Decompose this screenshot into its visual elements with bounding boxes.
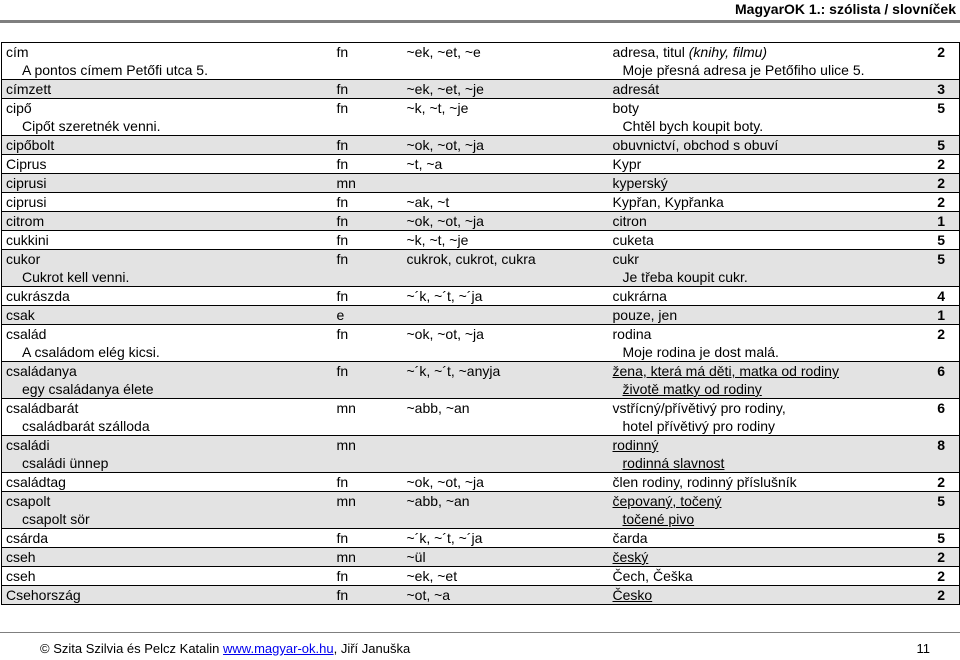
part-of-speech: fn: [336, 213, 349, 229]
word-cell: [2, 567, 333, 586]
forms-cell: [403, 492, 609, 529]
level-cell: [925, 43, 960, 80]
table-row: [2, 155, 960, 174]
lesson-level: 6: [937, 363, 945, 379]
footer-separator: ,: [333, 641, 338, 656]
forms-cell: [403, 231, 609, 250]
pos-cell: [333, 325, 403, 362]
forms-cell: [403, 362, 609, 399]
grammatical-forms: ~ek, ~et, ~e: [406, 44, 481, 60]
translation: citron: [612, 213, 647, 229]
table-row: [2, 212, 960, 231]
level-cell: [925, 529, 960, 548]
forms-cell: [403, 529, 609, 548]
grammatical-forms: ~´k, ~´t, ~anyja: [406, 363, 501, 379]
part-of-speech: fn: [336, 232, 349, 248]
pos-cell: [333, 492, 403, 529]
part-of-speech: fn: [336, 568, 349, 584]
word-cell: [2, 287, 333, 306]
level-cell: [925, 80, 960, 99]
example-czech: Chtěl bych koupit boty.: [622, 118, 764, 134]
translation-cell: [609, 80, 925, 99]
translation-cell: [609, 436, 925, 473]
header-rule: [0, 20, 960, 23]
example-hungarian: Cipőt szeretnék venni.: [22, 118, 161, 134]
example-czech: Moje rodina je dost malá.: [622, 344, 779, 360]
pos-cell: [333, 193, 403, 212]
part-of-speech: fn: [336, 530, 349, 546]
translation: boty: [612, 100, 639, 116]
headword: cukkini: [6, 232, 49, 248]
part-of-speech: fn: [336, 288, 349, 304]
pos-cell: [333, 250, 403, 287]
headword: cukrászda: [6, 288, 70, 304]
forms-cell: [403, 548, 609, 567]
headword: citrom: [6, 213, 45, 229]
word-cell: [2, 99, 333, 136]
level-cell: [925, 250, 960, 287]
footer-coauthor: Jiří Januška: [340, 641, 411, 656]
lesson-level: 5: [937, 530, 945, 546]
word-cell: [2, 212, 333, 231]
lesson-level: 2: [937, 549, 945, 565]
pos-cell: [333, 473, 403, 492]
grammatical-forms: ~t, ~a: [406, 156, 443, 172]
forms-cell: [403, 155, 609, 174]
translation-cell: [609, 529, 925, 548]
level-cell: [925, 325, 960, 362]
headword: család: [6, 326, 47, 342]
forms-cell: [403, 399, 609, 436]
word-cell: [2, 306, 333, 325]
level-cell: [925, 306, 960, 325]
word-cell: [2, 436, 333, 473]
level-cell: [925, 136, 960, 155]
lesson-level: 5: [937, 251, 945, 267]
table-row: [2, 548, 960, 567]
lesson-level: 2: [937, 175, 945, 191]
headword: címzett: [6, 81, 52, 97]
table-row: [2, 436, 960, 473]
part-of-speech: fn: [336, 251, 349, 267]
example-hungarian: családbarát szálloda: [22, 418, 150, 434]
translation: adresa, titul (knihy, filmu): [612, 44, 768, 60]
example-hungarian: egy családanya élete: [22, 381, 154, 397]
word-cell: [2, 43, 333, 80]
translation: pouze, jen: [612, 307, 678, 323]
table-row: [2, 136, 960, 155]
translation: adresát: [612, 81, 660, 97]
grammatical-forms: ~ek, ~et, ~je: [406, 81, 484, 97]
translation-cell: [609, 306, 925, 325]
pos-cell: [333, 99, 403, 136]
grammatical-forms: ~ot, ~a: [406, 587, 451, 603]
grammatical-forms: ~ül: [406, 549, 426, 565]
translation-cell: [609, 586, 925, 605]
word-cell: [2, 325, 333, 362]
headword: cukor: [6, 251, 41, 267]
translation: Kypřan, Kypřanka: [612, 194, 724, 210]
word-cell: [2, 155, 333, 174]
lesson-level: 2: [937, 474, 945, 490]
headword: ciprusi: [6, 175, 47, 191]
translation: kyperský: [612, 175, 668, 191]
level-cell: [925, 548, 960, 567]
lesson-level: 1: [937, 213, 945, 229]
pos-cell: [333, 155, 403, 174]
word-cell: [2, 250, 333, 287]
table-row: [2, 43, 960, 80]
grammatical-forms: ~ok, ~ot, ~ja: [406, 474, 484, 490]
pos-cell: [333, 212, 403, 231]
forms-cell: [403, 306, 609, 325]
forms-cell: [403, 567, 609, 586]
forms-cell: [403, 99, 609, 136]
lesson-level: 5: [937, 232, 945, 248]
grammatical-forms: ~´k, ~´t, ~´ja: [406, 530, 483, 546]
example-czech: hotel přívětivý pro rodiny: [622, 418, 776, 434]
translation-cell: [609, 174, 925, 193]
level-cell: [925, 231, 960, 250]
part-of-speech: fn: [336, 363, 349, 379]
part-of-speech: fn: [336, 474, 349, 490]
translation: člen rodiny, rodinný příslušník: [612, 474, 797, 490]
grammatical-forms: ~ek, ~et: [406, 568, 458, 584]
forms-cell: [403, 212, 609, 231]
forms-cell: [403, 436, 609, 473]
translation-cell: [609, 99, 925, 136]
table-row: [2, 362, 960, 399]
part-of-speech: mn: [336, 400, 356, 416]
grammatical-forms: ~ak, ~t: [406, 194, 450, 210]
table-row: [2, 174, 960, 193]
translation-cell: [609, 362, 925, 399]
grammatical-forms: ~k, ~t, ~je: [406, 100, 469, 116]
translation: cukrárna: [612, 288, 667, 304]
lesson-level: 6: [937, 400, 945, 416]
translation-cell: [609, 136, 925, 155]
example-czech: životě matky od rodiny: [622, 381, 762, 397]
headword: családanya: [6, 363, 77, 379]
translation: Čech, Češka: [612, 568, 693, 584]
lesson-level: 5: [937, 100, 945, 116]
translation: obuvnictví, obchod s obuví: [612, 137, 779, 153]
lesson-level: 2: [937, 587, 945, 603]
grammatical-forms: ~k, ~t, ~je: [406, 232, 469, 248]
lesson-level: 8: [937, 437, 945, 453]
part-of-speech: fn: [336, 156, 349, 172]
headword: csapolt: [6, 493, 51, 509]
translation: cuketa: [612, 232, 654, 248]
table-row: [2, 529, 960, 548]
translation: český: [612, 549, 649, 565]
table-row: [2, 399, 960, 436]
headword: családi: [6, 437, 50, 453]
translation-cell: [609, 567, 925, 586]
level-cell: [925, 174, 960, 193]
grammatical-forms: ~ok, ~ot, ~ja: [406, 137, 484, 153]
word-cell: [2, 492, 333, 529]
forms-cell: [403, 174, 609, 193]
part-of-speech: mn: [336, 493, 356, 509]
translation-cell: [609, 473, 925, 492]
headword: cipőbolt: [6, 137, 55, 153]
translation-cell: [609, 43, 925, 80]
word-cell: [2, 473, 333, 492]
part-of-speech: mn: [336, 175, 356, 191]
word-cell: [2, 80, 333, 99]
translation-cell: [609, 250, 925, 287]
translation: cukr: [612, 251, 639, 267]
table-row: [2, 250, 960, 287]
headword: ciprusi: [6, 194, 47, 210]
table-row: [2, 306, 960, 325]
level-cell: [925, 212, 960, 231]
translation: žena, která má děti, matka od rodiny: [612, 363, 839, 379]
pos-cell: [333, 136, 403, 155]
lesson-level: 3: [937, 81, 945, 97]
headword: csárda: [6, 530, 49, 546]
translation-note: (knihy, filmu): [688, 44, 768, 60]
word-cell: [2, 399, 333, 436]
website-link[interactable]: www.magyar-ok.hu: [223, 641, 334, 656]
level-cell: [925, 399, 960, 436]
lesson-level: 2: [937, 194, 945, 210]
table-row: [2, 586, 960, 605]
grammatical-forms: ~abb, ~an: [406, 493, 470, 509]
translation-cell: [609, 548, 925, 567]
grammatical-forms: ~abb, ~an: [406, 400, 470, 416]
translation-cell: [609, 193, 925, 212]
headword: családtag: [6, 474, 66, 490]
table-row: [2, 99, 960, 136]
word-cell: [2, 174, 333, 193]
lesson-level: 4: [937, 288, 945, 304]
part-of-speech: fn: [336, 81, 349, 97]
pos-cell: [333, 586, 403, 605]
example-czech: Moje přesná adresa je Petőfiho ulice 5.: [622, 62, 865, 78]
example-hungarian: csapolt sör: [22, 511, 90, 527]
part-of-speech: mn: [336, 437, 356, 453]
level-cell: [925, 436, 960, 473]
table-row: [2, 231, 960, 250]
example-hungarian: A pontos címem Petőfi utca 5.: [22, 62, 208, 78]
level-cell: [925, 362, 960, 399]
page-header: MagyarOK 1.: szólista / slovníček: [735, 1, 956, 17]
word-cell: [2, 362, 333, 399]
part-of-speech: fn: [336, 137, 349, 153]
pos-cell: [333, 548, 403, 567]
level-cell: [925, 586, 960, 605]
pos-cell: [333, 436, 403, 473]
translation: Kypr: [612, 156, 642, 172]
forms-cell: [403, 43, 609, 80]
lesson-level: 5: [937, 493, 945, 509]
translation-cell: [609, 492, 925, 529]
grammatical-forms: cukrok, cukrot, cukra: [406, 251, 536, 267]
grammatical-forms: ~ok, ~ot, ~ja: [406, 213, 484, 229]
part-of-speech: fn: [336, 44, 349, 60]
lesson-level: 2: [937, 156, 945, 172]
forms-cell: [403, 473, 609, 492]
pos-cell: [333, 399, 403, 436]
pos-cell: [333, 231, 403, 250]
forms-cell: [403, 586, 609, 605]
translation: Česko: [612, 587, 653, 603]
table-row: [2, 193, 960, 212]
level-cell: [925, 473, 960, 492]
pos-cell: [333, 43, 403, 80]
pos-cell: [333, 529, 403, 548]
translation-cell: [609, 399, 925, 436]
footer: [40, 641, 410, 656]
lesson-level: 5: [937, 137, 945, 153]
word-cell: [2, 548, 333, 567]
headword: cseh: [6, 549, 36, 565]
part-of-speech: fn: [336, 326, 349, 342]
forms-cell: [403, 287, 609, 306]
forms-cell: [403, 80, 609, 99]
headword: családbarát: [6, 400, 79, 416]
pos-cell: [333, 80, 403, 99]
forms-cell: [403, 250, 609, 287]
translation-cell: [609, 287, 925, 306]
table-row: [2, 80, 960, 99]
table-row: [2, 325, 960, 362]
translation-cell: [609, 231, 925, 250]
part-of-speech: fn: [336, 100, 349, 116]
headword: Ciprus: [6, 156, 47, 172]
part-of-speech: fn: [336, 194, 349, 210]
headword: cseh: [6, 568, 36, 584]
translation-cell: [609, 325, 925, 362]
example-hungarian: A családom elég kicsi.: [22, 344, 160, 360]
grammatical-forms: ~ok, ~ot, ~ja: [406, 326, 484, 342]
level-cell: [925, 99, 960, 136]
table-row: [2, 473, 960, 492]
example-czech: točené pivo: [622, 511, 695, 527]
forms-cell: [403, 193, 609, 212]
word-cell: [2, 529, 333, 548]
pos-cell: [333, 287, 403, 306]
example-hungarian: családi ünnep: [22, 455, 109, 471]
vocabulary-table: [1, 42, 960, 605]
headword: Csehország: [6, 587, 81, 603]
example-czech: rodinná slavnost: [622, 455, 725, 471]
word-cell: [2, 193, 333, 212]
table-row: [2, 287, 960, 306]
pos-cell: [333, 174, 403, 193]
page-number: 11: [916, 641, 930, 656]
level-cell: [925, 155, 960, 174]
level-cell: [925, 492, 960, 529]
pos-cell: [333, 306, 403, 325]
translation-cell: [609, 212, 925, 231]
example-hungarian: Cukrot kell venni.: [22, 269, 130, 285]
level-cell: [925, 193, 960, 212]
pos-cell: [333, 567, 403, 586]
translation: čarda: [612, 530, 648, 546]
word-cell: [2, 136, 333, 155]
translation: rodinný: [612, 437, 659, 453]
lesson-level: 2: [937, 326, 945, 342]
headword: cím: [6, 44, 29, 60]
translation: vstřícný/přívětivý pro rodiny,: [612, 400, 786, 416]
footer-rule: [0, 632, 960, 633]
part-of-speech: mn: [336, 549, 356, 565]
level-cell: [925, 567, 960, 586]
word-cell: [2, 586, 333, 605]
part-of-speech: e: [336, 307, 345, 323]
translation: rodina: [612, 326, 652, 342]
lesson-level: 2: [937, 568, 945, 584]
lesson-level: 1: [937, 307, 945, 323]
translation-cell: [609, 155, 925, 174]
part-of-speech: fn: [336, 587, 349, 603]
lesson-level: 2: [937, 44, 945, 60]
translation: čepovaný, točený: [612, 493, 722, 509]
footer-authors: Szita Szilvia és Pelcz Katalin: [53, 641, 220, 656]
table-row: [2, 567, 960, 586]
grammatical-forms: ~´k, ~´t, ~´ja: [406, 288, 483, 304]
forms-cell: [403, 136, 609, 155]
table-row: [2, 492, 960, 529]
headword: cipő: [6, 100, 32, 116]
level-cell: [925, 287, 960, 306]
example-czech: Je třeba koupit cukr.: [622, 269, 748, 285]
pos-cell: [333, 362, 403, 399]
headword: csak: [6, 307, 35, 323]
copyright-icon: ©: [40, 641, 50, 656]
forms-cell: [403, 325, 609, 362]
word-cell: [2, 231, 333, 250]
